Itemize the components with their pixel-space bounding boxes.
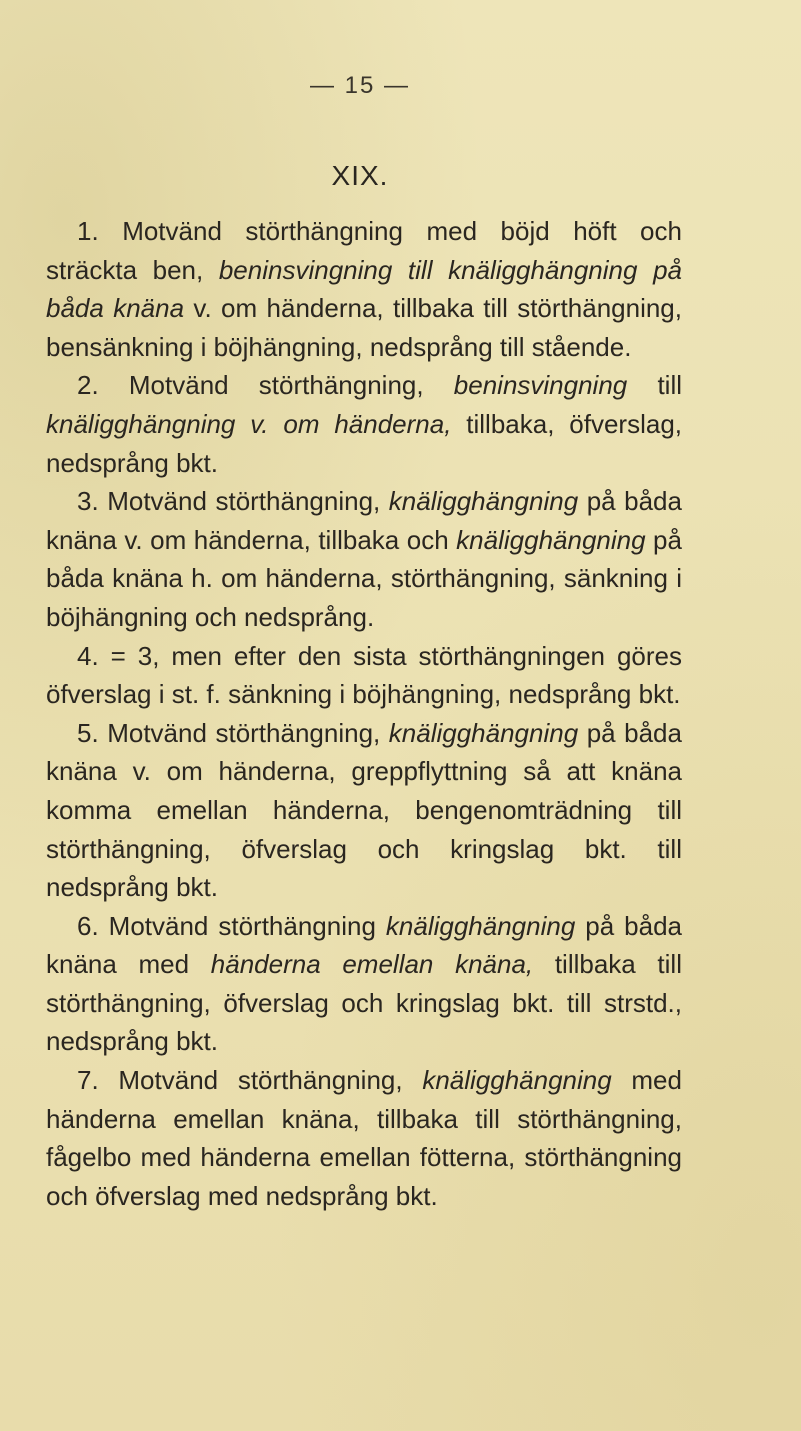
exercise-list [46, 212, 682, 1215]
exercise-text: Motvänd störthängning, [107, 717, 389, 748]
emphasized-text: knäligghängning [422, 1065, 612, 1096]
exercise-text: på båda knäna v. om händerna, tillbaka och [46, 486, 682, 555]
exercise-text: Motvänd störthängning med böjd höft och sträckta ben, [46, 216, 682, 285]
page-number: — 15 — [309, 72, 411, 99]
exercise-number: 3. [77, 486, 99, 517]
exercise-text: på båda knäna med [46, 910, 682, 980]
emphasized-text: händerna emellan knäna, [210, 949, 534, 980]
exercise-item [46, 1061, 682, 1215]
exercise-number: 1. [77, 216, 99, 246]
exercise-item [46, 714, 682, 907]
section-heading: XIX. [331, 160, 389, 191]
emphasized-text: beninsvingning till knäligghängning på båda knäna [46, 254, 682, 324]
emphasized-text: knäligghängning [456, 524, 646, 555]
exercise-item [46, 366, 682, 482]
exercise-text: Motvänd störthängning, [107, 486, 389, 517]
emphasized-text: knäligghängning [388, 486, 579, 517]
exercise-text: Motvänd störthängning, [118, 1065, 423, 1096]
exercise-number: 2. [77, 370, 99, 401]
exercise-number: 5. [77, 717, 99, 748]
emphasized-text: beninsvingning [453, 370, 628, 401]
emphasized-text: knäligghängning [385, 910, 576, 941]
exercise-text: = 3, men efter den sista störthängningen göres öfverslag i st. f. sänkning i böjhängning, nedsprång bkt. [46, 640, 682, 710]
emphasized-text: knäligghängning [388, 717, 579, 748]
exercise-item [46, 212, 682, 366]
exercise-text: med händerna emellan knäna, tillbaka till störthängning, fågelbo med händerna emellan fötterna, störthängning och öfverslag med nedsprång bkt. [46, 1065, 682, 1211]
exercise-number: 4. [77, 640, 99, 671]
exercise-number: 7. [77, 1065, 99, 1096]
exercise-text: på båda knäna h. om händerna, störthängning, sänkning i böjhängning och nedsprång. [46, 524, 682, 632]
emphasized-text: knäligghängning v. om händerna, [46, 408, 452, 439]
exercise-item [46, 637, 682, 714]
exercise-text: till [627, 370, 682, 401]
exercise-text: v. om händerna, tillbaka till störthängning, bensänkning i böjhängning, nedsprång till stående. [46, 293, 682, 362]
exercise-text: på båda knäna v. om händerna, greppflyttning så att knäna komma emellan händerna, bengenomträdning till störthängning, öfverslag och kringslag bkt. till nedsprång bkt. [46, 717, 682, 903]
exercise-number: 6. [77, 910, 99, 941]
exercise-text: Motvänd störthängning [108, 910, 386, 941]
exercise-text: tillbaka till störthängning, öfverslag och kringslag bkt. till strstd., nedsprång bkt. [46, 949, 682, 1057]
exercise-item [46, 907, 682, 1061]
exercise-text: Motvänd störthängning, [128, 370, 454, 401]
exercise-item [46, 482, 682, 636]
exercise-text: tillbaka, öfverslag, nedsprång bkt. [46, 408, 683, 478]
